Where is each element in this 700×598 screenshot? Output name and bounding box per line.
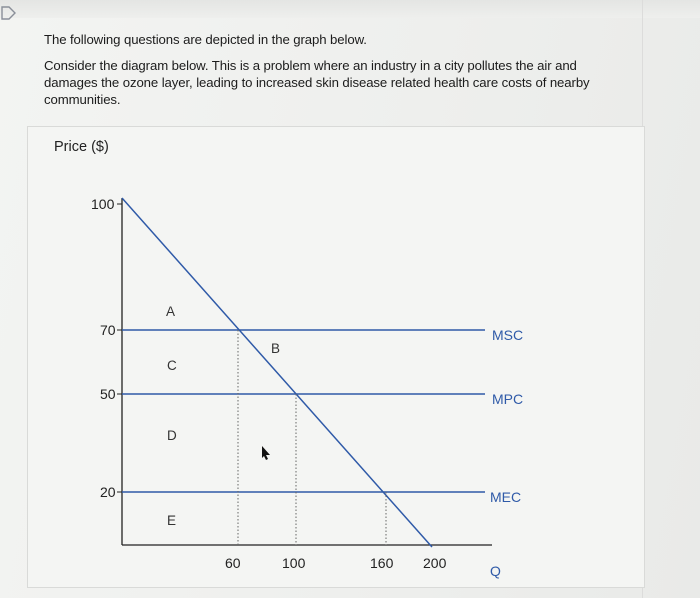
region-e-label: E [167,513,177,528]
y-tick-20: 20 [100,484,116,500]
mouse-cursor-icon [262,446,270,460]
region-b-label: B [271,341,281,356]
x-tick-60: 60 [225,555,241,571]
y-tick-100: 100 [91,196,115,212]
mpc-label: MPC [492,391,524,407]
x-tick-200: 200 [423,555,447,571]
mec-label: MEC [490,489,522,505]
x-tick-100: 100 [282,555,306,571]
y-tick-50: 50 [100,386,116,402]
msc-label: MSC [492,327,524,343]
y-tick-70: 70 [100,322,116,338]
question-intro: The following questions are depicted in the graph below. [44,32,367,47]
x-tick-160: 160 [370,555,394,571]
x-axis-label: Q [490,563,501,579]
region-c-label: C [167,358,177,373]
region-d-label: D [167,428,177,443]
region-a-label: A [166,304,176,319]
question-body: Consider the diagram below. This is a problem where an industry in a city pollutes the air and damages the ozone layer, leading to increased skin disease related health care costs of nearby communities. [44,58,590,107]
y-axis-label: Price ($) [54,139,109,155]
